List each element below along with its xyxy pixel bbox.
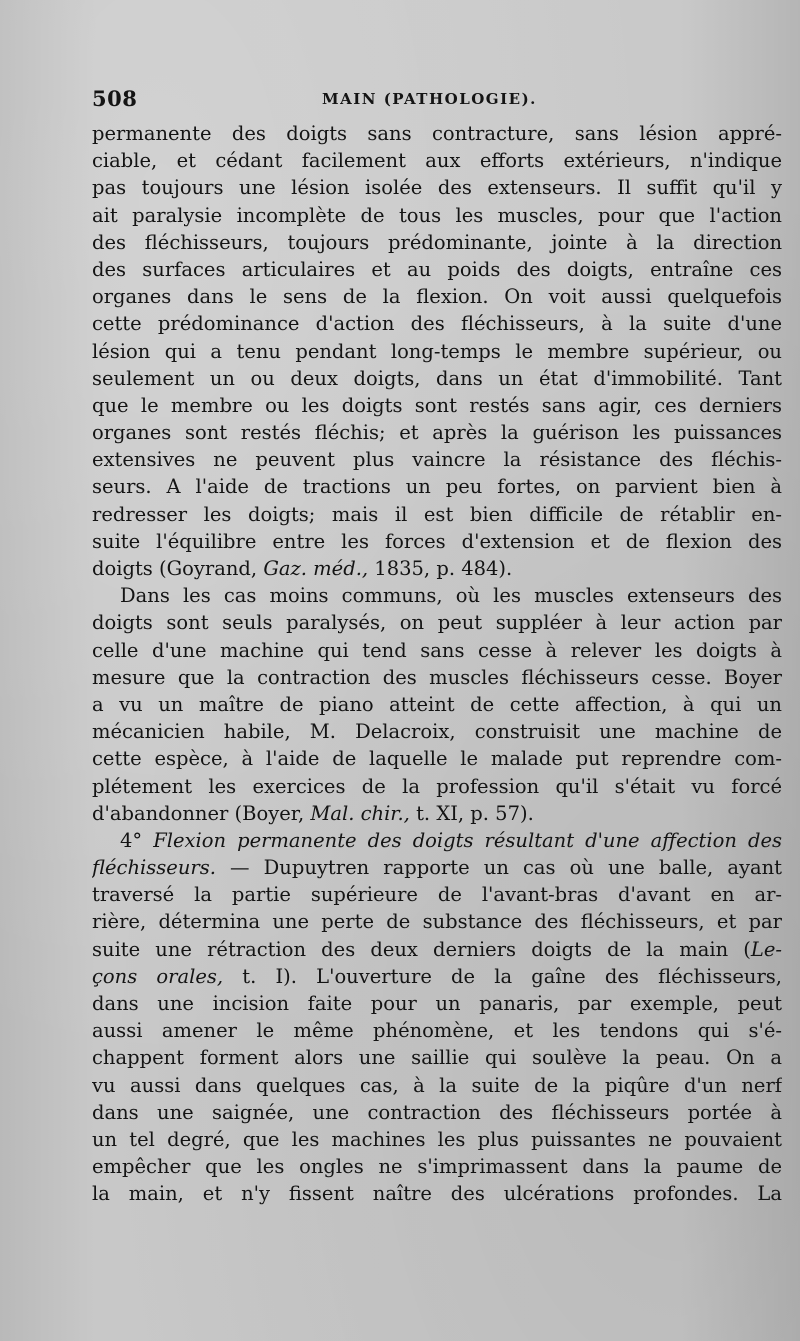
text-line: Dans les cas moins communs, où les muscles extenseurs des [120,584,782,608]
text-line: a vu un maître de piano atteint de cette affection, à qui un [92,692,782,716]
text-line: traversé la partie supérieure de l'avant-bras d'avant en ar- [92,883,782,907]
page-number: 508 [92,86,138,111]
text-line: suite l'équilibre entre les forces d'extension et de flexion des [92,529,782,553]
text-line: aussi amener le même phénomène, et les tendons qui s'é- [92,1019,782,1043]
text-line: mécanicien habile, M. Delacroix, construisit une machine de [92,720,782,744]
text-line: seurs. A l'aide de tractions un peu fortes, on parvient bien à [92,475,782,499]
text-line: suite une rétraction des deux derniers doigts de la main (Le- [92,937,782,961]
text-line: celle d'une machine qui tend sans cesse à relever les doigts à [92,638,782,662]
page-header [92,86,712,114]
text-line: empêcher que les ongles ne s'imprimassent dans la paume de [92,1155,782,1179]
text-line: la main, et n'y fissent naître des ulcérations profondes. La [92,1182,782,1206]
text-line: vu aussi dans quelques cas, à la suite de la piqûre d'un nerf [92,1073,782,1097]
text-line: extensives ne peuvent plus vaincre la résistance des fléchis- [92,448,782,472]
text-line: mesure que la contraction des muscles fléchisseurs cesse. Boyer [92,665,782,689]
text-line: doigts (Goyrand, Gaz. méd., 1835, p. 484). [92,557,513,580]
text-line: pas toujours une lésion isolée des extenseurs. Il suffit qu'il y [92,176,782,200]
text-line: lésion qui a tenu pendant long-temps le membre supérieur, ou [92,339,782,363]
section-heading-line: 4° Flexion permanente des doigts résultant d'une affection des [120,828,782,852]
text-line: ait paralysie incomplète de tous les muscles, pour que l'action [92,203,782,227]
text-line: organes dans le sens de la flexion. On voit aussi quelquefois [92,285,782,309]
text-line: redresser les doigts; mais il est bien difficile de rétablir en- [92,502,782,526]
citation-title-end: çons orales, [92,964,224,988]
text-line: ciable, et cédant facilement aux efforts extérieurs, n'indique [92,149,782,173]
citation-title: Le- [750,937,782,961]
text-line: rière, détermina une perte de substance des fléchisseurs, et par [92,910,782,934]
text-line: organes sont restés fléchis; et après la guérison les puissances [92,421,782,445]
text-line: d'abandonner (Boyer, Mal. chir., t. XI, p. 57). [92,801,534,825]
body-text [92,120,782,1208]
text-line: des surfaces articulaires et au poids des doigts, entraîne ces [92,257,782,281]
text-line: un tel degré, que les machines les plus puissantes ne pouvaient [92,1127,782,1151]
section-heading: Flexion permanente des doigts résultant d'une affection des [153,828,782,852]
text-line: fléchisseurs. — Dupuytren rapporte un cas où une balle, ayant [92,856,782,880]
text-line: seulement un ou deux doigts, dans un état d'immobilité. Tant [92,366,782,390]
text-line: dans une incision faite pour un panaris, par exemple, peut [92,992,782,1015]
text-line: çons orales, t. I). L'ouverture de la gaîne des fléchisseurs, [92,964,782,988]
text-line: que le membre ou les doigts sont restés sans agir, ces derniers [92,393,782,417]
text-line: cette espèce, à l'aide de laquelle le malade put reprendre com- [92,747,782,771]
text-line: permanente des doigts sans contracture, sans lésion appré- [92,122,782,145]
citation-title: Gaz. méd., [263,557,369,580]
text-line: dans une saignée, une contraction des fléchisseurs portée à [92,1100,782,1124]
text-line: plétement les exercices de la profession qu'il s'était vu forcé [92,774,782,798]
text-line: doigts sont seuls paralysés, on peut suppléer à leur action par [92,611,782,635]
section-heading-end: fléchisseurs. [92,856,216,880]
running-head: MAIN (PATHOLOGIE). [322,90,537,108]
text-line: des fléchisseurs, toujours prédominante, jointe à la direction [92,230,782,254]
text-line: cette prédominance d'action des fléchisseurs, à la suite d'une [92,312,782,336]
citation-title: Mal. chir., [310,801,410,825]
text-line: chappent forment alors une saillie qui soulève la peau. On a [92,1046,782,1070]
